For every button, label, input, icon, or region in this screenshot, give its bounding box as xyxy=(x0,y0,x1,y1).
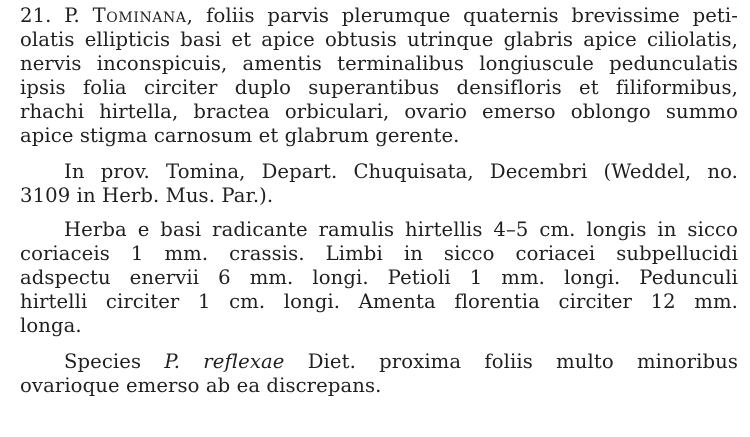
description-line-1: Herba e basi radicante ramulis hirtellis 4–5 cm. longis in sicco xyxy=(64,218,738,241)
species-name: Tominana, xyxy=(92,4,194,27)
description-line-5: longa. xyxy=(20,314,82,337)
diagnosis-line-4: ipsis folia circiter duplo superantibus densifloris et filiformibus, xyxy=(20,76,738,99)
diagnosis-line-1 xyxy=(20,4,738,28)
locality-line-2: 3109 in Herb. Mus. Par.). xyxy=(20,184,274,207)
remark-taxon: P. reflexae xyxy=(164,350,285,373)
species-number: 21. xyxy=(20,4,52,27)
locality-line-1: In prov. Tomina, Depart. Chuquisata, Decembri (Weddel, no. xyxy=(64,160,738,183)
description-line-3: adspectu enervii 6 mm. longi. Petioli 1 mm. longi. Pedunculi xyxy=(20,266,738,289)
diagnosis-line-5: rhachi hirtella, bractea orbiculari, ovario emerso oblongo summo xyxy=(20,100,738,123)
description-line-4: hirtelli circiter 1 cm. longi. Amenta florentia circiter 12 mm. xyxy=(20,290,738,313)
diagnosis-line-2: olatis ellipticis basi et apice obtusis utrinque glabris apice ciliolatis, xyxy=(20,28,738,51)
diagnosis-line-6: apice stigma carnosum et glabrum gerente. xyxy=(20,124,460,147)
remark-prefix: Species xyxy=(64,350,142,373)
genus-abbrev: P. xyxy=(64,4,80,27)
remark-line-1 xyxy=(64,350,738,374)
remark-text: Diet. proxima foliis multo minoribus xyxy=(307,350,739,373)
diagnosis-text: foliis parvis plerumque quaternis brevissime peti- xyxy=(206,4,738,27)
remark-line-2: ovarioque emerso ab ea discrepans. xyxy=(20,374,382,397)
description-line-2: coriaceis 1 mm. crassis. Limbi in sicco coriacei subpellucidi xyxy=(20,242,738,265)
diagnosis-line-3: nervis inconspicuis, amentis terminalibus longiuscule pedunculatis xyxy=(20,52,738,75)
